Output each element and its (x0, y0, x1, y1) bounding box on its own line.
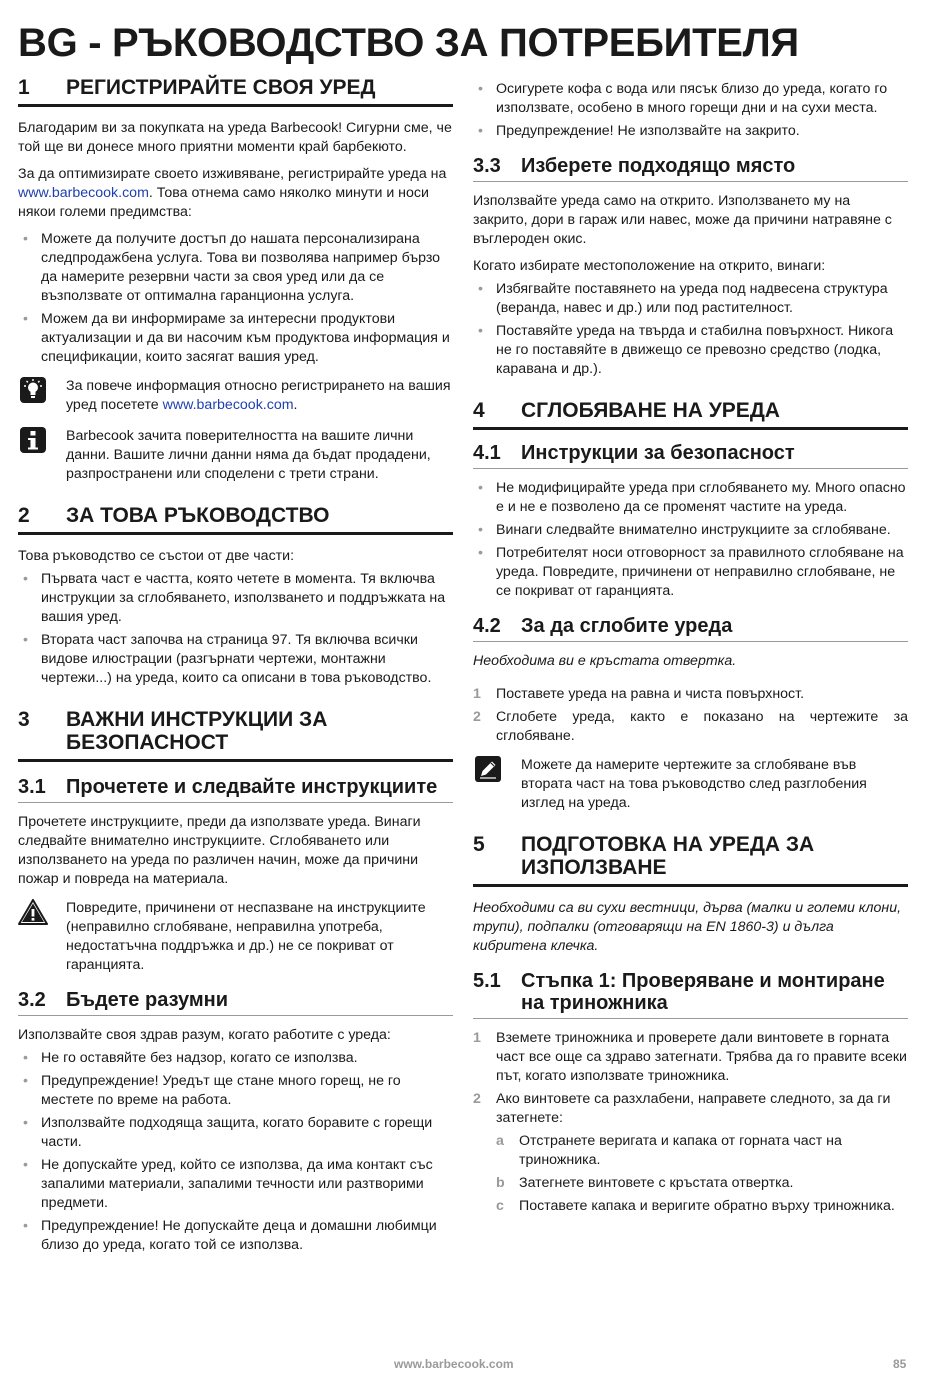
step-number: 1 (473, 686, 481, 702)
section-number: 5.1 (473, 970, 501, 992)
paragraph: Благодарим ви за покупката на уреда Barbecook! Сигурни сме, че той ще ви донесе много приятни моменти край барбекюто. (18, 120, 452, 155)
page-title: BG - РЪКОВОДСТВО ЗА ПОТРЕБИТЕЛЯ (18, 21, 799, 65)
page-number: 85 (893, 1357, 907, 1371)
section-5-1-heading (473, 970, 908, 1019)
list-item: • Избягвайте поставянето на уреда под надвесена структура (веранда, навес и др.) или под растителност. (473, 280, 908, 318)
section-title: Бъдете разумни (66, 989, 229, 1011)
list-item: • Не модифицирайте уреда при сглобяването му. Много опасно е и не е позволено да се променят частите на уреда. (473, 479, 908, 517)
tip-note (18, 377, 453, 415)
list-item: • Втората част започва на страница 97. Тя включва всички видове илюстрации (разгърнати чертежи, монтажни чертежи...) на уреда, които са описани в това ръководство. (18, 631, 453, 688)
section-number: 1 (18, 76, 30, 99)
info-text: Barbecook зачита поверителността на вашите лични данни. Вашите лични данни няма да бъдат продадени, разпространени или споделени с трети страни. (66, 428, 431, 482)
section-title: Изберете подходящо място (521, 155, 796, 177)
warning-text: Повредите, причинени от неспазване на инструкциите (неправилно сглобяване, неправилна употреба, недостатъчна поддръжка и др.) не се покриват от гаранцията. (66, 900, 426, 973)
right-column (473, 80, 908, 1224)
text: За повече информация относно регистрирането на вашия уред посетете (66, 378, 451, 413)
list-item: • Потребителят носи отговорност за правилното сглобяване на уреда. Повредите, причинени от неправилно сглобяване, не се покриват от гаранцията. (473, 544, 908, 601)
section-title: Прочетете и следвайте инструкциите (66, 776, 438, 798)
list-item: • Използвайте подходяща защита, когато боравите с горещи части. (18, 1114, 453, 1152)
substep-letter: b (496, 1175, 505, 1191)
section-3-3-heading (473, 155, 908, 182)
section-4-1-heading (473, 442, 908, 469)
footer-url[interactable]: www.barbecook.com (394, 1357, 514, 1371)
substep-text: Поставете капака и веригите обратно върху триножника. (519, 1198, 895, 1214)
section-number: 3.3 (473, 155, 501, 177)
pencil-note (473, 756, 908, 813)
paragraph: Когато избирате местоположение на открито, винаги: (473, 258, 826, 274)
step-text: Ако винтовете са разхлабени, направете следното, за да ги затегнете: (496, 1091, 891, 1126)
list-item (473, 708, 908, 746)
warning-icon (18, 899, 48, 929)
list-item (496, 1197, 908, 1216)
section-number: 3 (18, 708, 30, 731)
website-link[interactable]: www.barbecook.com (162, 397, 294, 413)
paragraph: Използвайте своя здрав разум, когато работите с уреда: (18, 1027, 391, 1043)
paragraph (18, 165, 453, 222)
bullet-list (18, 230, 453, 367)
section-title: СГЛОБЯВАНЕ НА УРЕДА (521, 399, 780, 422)
bullet-list (18, 1049, 453, 1255)
website-link[interactable]: www.barbecook.com (18, 185, 149, 201)
section-3-2-heading (18, 989, 453, 1016)
numbered-list (473, 1029, 908, 1216)
paragraph: Прочетете инструкциите, преди да използвате уреда. Винаги следвайте внимателно инструкциите. Сглобяването или използването на уреда по различен начин, може да причини пожар и повреда на материала. (18, 814, 421, 887)
info-icon (18, 427, 48, 457)
list-item: • Можете да получите достъп до нашата персонализирана следпродажбена услуга. Това ви позволява например бързо да намерите резервни части за своя уред или да се възползвате от оптимална гаранционна услуга. (18, 230, 453, 306)
section-title: Инструкции за безопасност (521, 442, 795, 464)
paragraph: Необходима ви е кръстата отвертка. (473, 653, 737, 669)
paragraph: Използвайте уреда само на открито. Използването му на закрито, дори в гараж или навес, може да причини натравяне с въглероден окис. (473, 193, 892, 247)
list-item: • Предупреждение! Не допускайте деца и домашни любимци близо до уреда, когато той се използва. (18, 1217, 453, 1255)
list-item: • Не допускайте уред, който се използва, да има контакт със запалими материали, запалими течности или разтворими предмети. (18, 1156, 453, 1213)
section-title: РЕГИСТРИРАЙТЕ СВОЯ УРЕД (66, 76, 376, 99)
step-text: Вземете триножника и проверете дали винтовете в горната част все още са здраво затегнати. Трябва да го правите всеки път, когато използвате триножника. (496, 1030, 907, 1084)
list-item: • Можем да ви информираме за интересни продуктови актуализации и да ви насочим към продуктова информация и спецификации, които засягат вашия уред. (18, 310, 453, 367)
section-number: 2 (18, 504, 30, 527)
bullet-list (473, 479, 908, 601)
text: . Това отнема само няколко минути и носи някои големи предимства: (18, 185, 429, 220)
section-title: ЗА ТОВА РЪКОВОДСТВО (66, 504, 330, 527)
section-5-heading (473, 833, 908, 887)
text: . (293, 397, 298, 413)
section-4-2-heading (473, 615, 908, 642)
list-item: • Предупреждение! Не използвайте на закрито. (473, 122, 908, 141)
lightbulb-icon (18, 377, 48, 407)
pencil-note-icon (473, 756, 503, 786)
section-title: ВАЖНИ ИНСТРУКЦИИ ЗА БЕЗОПАСНОСТ (66, 708, 328, 754)
substep-text: Затегнете винтовете с кръстата отвертка. (519, 1175, 794, 1191)
paragraph: Необходими са ви сухи вестници, дърва (малки и големи клони, трупи), подпалки (отговарящи на EN 1860-3) и дълга кибритена клечка. (473, 900, 902, 954)
bullet-list (18, 570, 453, 688)
section-number: 5 (473, 833, 485, 856)
substep-text: Отстранете веригата и капака от горната част на триножника. (519, 1133, 842, 1168)
list-item (473, 1029, 908, 1086)
step-text: Сглобете уреда, както е показано на чертежите за сглобяване. (496, 709, 908, 744)
left-column (18, 76, 453, 1263)
list-item: • Предупреждение! Уредът ще стане много горещ, не го местете по време на работа. (18, 1072, 453, 1110)
list-item (473, 1090, 908, 1216)
step-text: Поставете уреда на равна и чиста повърхност. (496, 686, 805, 702)
bullet-list (473, 80, 908, 141)
section-3-heading (18, 708, 453, 762)
section-4-heading (473, 399, 908, 430)
step-number: 2 (473, 709, 481, 725)
step-number: 2 (473, 1091, 481, 1107)
list-item: • Осигурете кофа с вода или пясък близо до уреда, когато го използвате, особено в много горещи дни и на сухи места. (473, 80, 908, 118)
step-number: 1 (473, 1030, 481, 1046)
section-number: 4.1 (473, 442, 501, 464)
section-number: 4.2 (473, 615, 501, 637)
list-item: • Първата част е частта, която четете в момента. Тя включва инструкции за сглобяването, използването и поддръжката на вашия уред. (18, 570, 453, 627)
list-item: • Не го оставяйте без надзор, когато се използва. (18, 1049, 453, 1068)
section-3-1-heading (18, 776, 453, 803)
paragraph: Това ръководство се състои от две части: (18, 548, 295, 564)
text: За да оптимизирате своето изживяване, регистрирайте уреда на (18, 166, 447, 182)
list-item: • Винаги следвайте внимателно инструкциите за сглобяване. (473, 521, 908, 540)
section-title: За да сглобите уреда (521, 615, 733, 637)
section-number: 4 (473, 399, 485, 422)
section-1-heading (18, 76, 453, 107)
substep-letter: c (496, 1198, 504, 1214)
note-text: Можете да намерите чертежите за сглобяване във втората част на това ръководство след разглобения изглед на уреда. (521, 757, 867, 811)
sub-step-list (496, 1132, 908, 1216)
list-item (496, 1132, 908, 1170)
numbered-list (473, 685, 908, 746)
tip-text (66, 377, 453, 415)
warning-note (18, 899, 453, 975)
section-number: 3.1 (18, 776, 46, 798)
section-title: ПОДГОТОВКА НА УРЕДА ЗА ИЗПОЛЗВАНЕ (521, 833, 815, 879)
section-number: 3.2 (18, 989, 46, 1011)
bullet-list (473, 280, 908, 379)
section-2-heading (18, 504, 453, 535)
list-item (496, 1174, 908, 1193)
info-note (18, 427, 453, 484)
substep-letter: a (496, 1133, 504, 1149)
list-item (473, 685, 908, 704)
section-title: Стъпка 1: Проверяване и монтиране на триножника (521, 970, 885, 1014)
list-item: • Поставяйте уреда на твърда и стабилна повърхност. Никога не го поставяйте в движещо се превозно средство (лодка, каравана и др.). (473, 322, 908, 379)
